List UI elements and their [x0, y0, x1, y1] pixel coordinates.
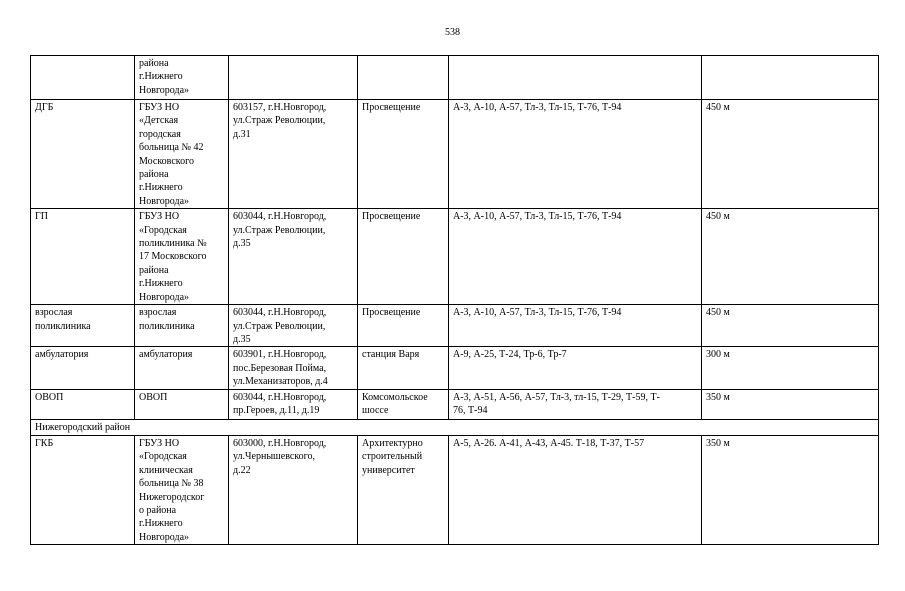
- stop-name-cell: Просвещение: [358, 100, 449, 209]
- table-row: [31, 305, 879, 347]
- page-number: 538: [445, 27, 460, 38]
- routes-cell: А-3, А-51, А-56, А-57, Тл-3, тл-15, Т-29, Т-59, Т- 76, Т-94: [449, 389, 702, 419]
- address-cell: 603901, г.Н.Новгород, пос.Березовая Пойма, ул.Механизаторов, д.4: [229, 347, 358, 389]
- table-row: [31, 389, 879, 419]
- section-header: Нижегородский район: [31, 419, 879, 435]
- stop-name-cell: станция Варя: [358, 347, 449, 389]
- distance-cell: [702, 56, 879, 100]
- distance-cell: 350 м: [702, 389, 879, 419]
- stop-name-cell: Просвещение: [358, 305, 449, 347]
- institution-name-cell: района г.Нижнего Новгорода»: [135, 56, 229, 100]
- routes-cell: А-3, А-10, А-57, Тл-3, Тл-15, Т-76, Т-94: [449, 209, 702, 305]
- facility-type-cell: взрослая поликлиника: [31, 305, 135, 347]
- facility-type-cell: ГП: [31, 209, 135, 305]
- institution-name-cell: ГБУЗ НО «Городская клиническая больница № 38 Нижегородског о района г.Нижнего Новгорода»: [135, 435, 229, 544]
- table-row: [31, 209, 879, 305]
- distance-cell: 450 м: [702, 305, 879, 347]
- table-row: [31, 347, 879, 389]
- address-cell: 603157, г.Н.Новгород, ул.Страж Революции, д.31: [229, 100, 358, 209]
- distance-cell: 350 м: [702, 435, 879, 544]
- facility-type-cell: ГКБ: [31, 435, 135, 544]
- stop-name-cell: Комсомольское шоссе: [358, 389, 449, 419]
- facility-type-cell: амбулатория: [31, 347, 135, 389]
- institution-name-cell: амбулатория: [135, 347, 229, 389]
- transport-accessibility-table: [30, 55, 879, 545]
- institution-name-cell: ГБУЗ НО «Детская городская больница № 42 Московского района г.Нижнего Новгорода»: [135, 100, 229, 209]
- facility-type-cell: ДГБ: [31, 100, 135, 209]
- routes-cell: А-3, А-10, А-57, Тл-3, Тл-15, Т-76, Т-94: [449, 100, 702, 209]
- facility-type-cell: ОВОП: [31, 389, 135, 419]
- routes-cell: А-3, А-10, А-57, Тл-3, Тл-15, Т-76, Т-94: [449, 305, 702, 347]
- table-row: [31, 56, 879, 100]
- table-row: [31, 435, 879, 544]
- institution-name-cell: ГБУЗ НО «Городская поликлиника № 17 Московского района г.Нижнего Новгорода»: [135, 209, 229, 305]
- distance-cell: 300 м: [702, 347, 879, 389]
- address-cell: 603000, г.Н.Новгород, ул.Чернышевского, д.22: [229, 435, 358, 544]
- stop-name-cell: Просвещение: [358, 209, 449, 305]
- distance-cell: 450 м: [702, 100, 879, 209]
- facility-type-cell: [31, 56, 135, 100]
- stop-name-cell: [358, 56, 449, 100]
- distance-cell: 450 м: [702, 209, 879, 305]
- institution-name-cell: ОВОП: [135, 389, 229, 419]
- address-cell: [229, 56, 358, 100]
- section-row: [31, 419, 879, 435]
- address-cell: 603044, г.Н.Новгород, ул.Страж Революции, д.35: [229, 305, 358, 347]
- routes-cell: [449, 56, 702, 100]
- routes-cell: А-9, А-25, Т-24, Тр-6, Тр-7: [449, 347, 702, 389]
- address-cell: 603044, г.Н.Новгород, ул.Страж Революции, д.35: [229, 209, 358, 305]
- table-row: [31, 100, 879, 209]
- address-cell: 603044, г.Н.Новгород, пр.Героев, д.11, д.19: [229, 389, 358, 419]
- routes-cell: А-5, А-26. А-41, А-43, А-45. Т-18, Т-37, Т-57: [449, 435, 702, 544]
- table-body: [31, 56, 879, 545]
- stop-name-cell: Архитектурно строительный университет: [358, 435, 449, 544]
- institution-name-cell: взрослая поликлиника: [135, 305, 229, 347]
